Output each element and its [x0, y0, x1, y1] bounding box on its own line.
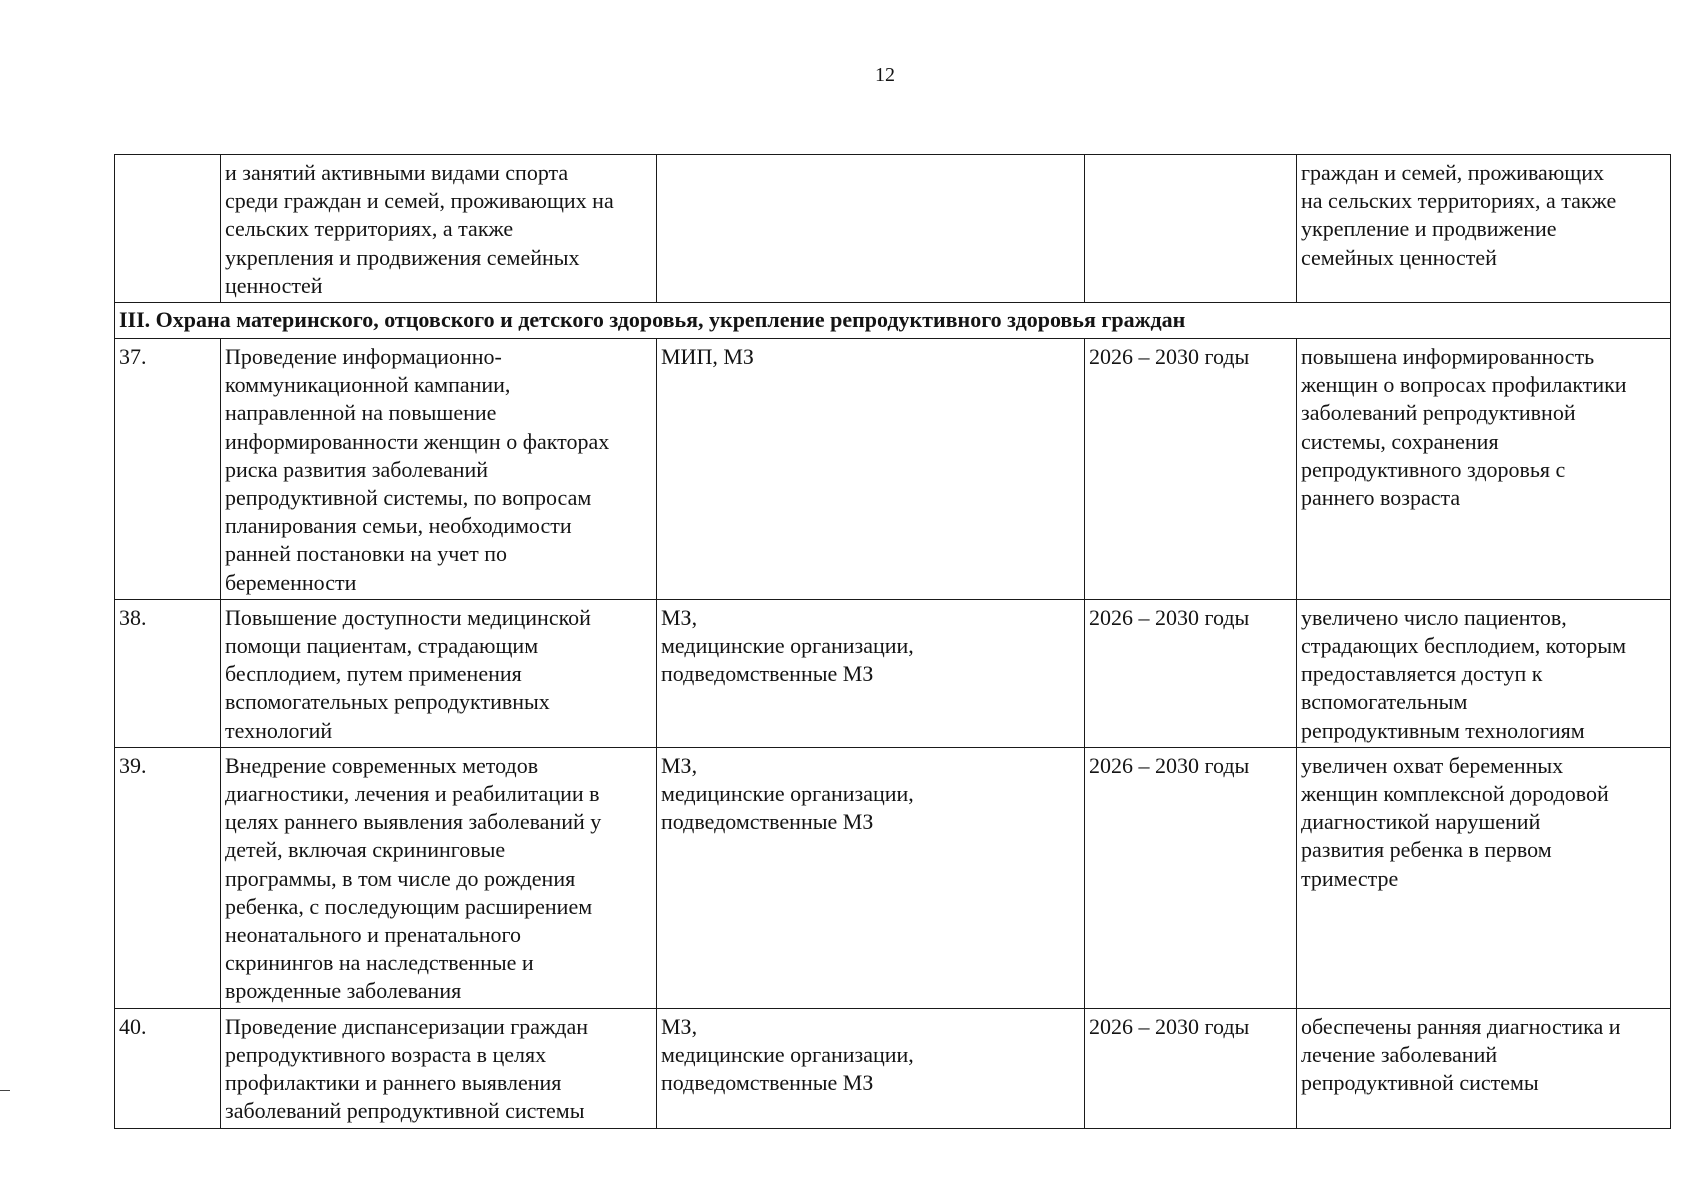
text-line: программы, в том числе до рождения	[225, 865, 576, 891]
text-line: вспомогательных репродуктивных	[225, 689, 550, 715]
text-line: ценностей	[225, 272, 323, 298]
text-line: подведомственные МЗ	[661, 809, 874, 835]
table-row	[115, 339, 1671, 600]
text-line: сельских территориях, а также	[225, 216, 514, 242]
text-line: скринингов на наследственные и	[225, 950, 534, 976]
text-line: развития ребенка в первом	[1301, 837, 1552, 863]
cell-executors	[657, 155, 1085, 303]
text-line: информированности женщин о факторах	[225, 428, 610, 454]
table-row	[115, 599, 1671, 747]
text-line: планирования семьи, необходимости	[225, 513, 572, 539]
table-row	[115, 747, 1671, 1008]
cell-result	[1297, 155, 1671, 303]
margin-tick-mark	[0, 1090, 10, 1091]
text-line: и занятий активными видами спорта	[225, 160, 569, 185]
text-line: лечение заболеваний	[1301, 1041, 1498, 1067]
cell-result	[1297, 599, 1671, 747]
text-line: Внедрение современных методов	[225, 752, 539, 778]
text-line: раннего возраста	[1301, 485, 1461, 511]
text-line: технологий	[225, 717, 333, 743]
text-line: МЗ,	[661, 1013, 698, 1039]
text-line: медицинские организации,	[661, 781, 914, 807]
text-line: женщин комплексной дородовой	[1301, 781, 1609, 807]
text-line: профилактики и раннего выявления	[225, 1070, 562, 1096]
cell-period	[1085, 339, 1297, 600]
cell-period	[1085, 599, 1297, 747]
table-row-continuation	[115, 155, 1671, 303]
text-line: Проведение диспансеризации граждан	[225, 1013, 588, 1039]
text-line: подведомственные МЗ	[661, 1070, 874, 1096]
text-line: репродуктивной системы	[1301, 1070, 1539, 1096]
text-line: триместре	[1301, 865, 1399, 891]
cell-measure	[221, 747, 657, 1008]
text-line: репродуктивного здоровья с	[1301, 456, 1566, 482]
text-line: женщин о вопросах профилактики	[1301, 372, 1627, 398]
text-line: увеличен охват беременных	[1301, 752, 1564, 778]
text-line: риска развития заболеваний	[225, 456, 489, 482]
cell-result	[1297, 747, 1671, 1008]
section-row	[115, 303, 1671, 339]
cell-measure	[221, 599, 657, 747]
text-line: неонатального и пренатального	[225, 922, 521, 948]
cell-number: 40.	[115, 1008, 221, 1128]
text-line: медицинские организации,	[661, 633, 914, 659]
cell-executors	[657, 339, 1085, 600]
text-line: МИП, МЗ	[661, 344, 754, 370]
text-line: 2026 – 2030 годы	[1089, 604, 1250, 630]
measures-table	[114, 154, 1671, 1129]
page-number: 12	[875, 64, 895, 86]
text-line: заболеваний репродуктивной системы	[225, 1098, 585, 1124]
text-line: Проведение информационно-	[225, 344, 502, 370]
cell-number: 39.	[115, 747, 221, 1008]
cell-period	[1085, 747, 1297, 1008]
cell-executors	[657, 599, 1085, 747]
text-line: 2026 – 2030 годы	[1089, 344, 1250, 370]
text-line: целях раннего выявления заболеваний у	[225, 809, 602, 835]
text-line: семейных ценностей	[1301, 244, 1497, 270]
cell-measure	[221, 1008, 657, 1128]
cell-executors	[657, 1008, 1085, 1128]
text-line: детей, включая скрининговые	[225, 837, 506, 863]
cell-number: 38.	[115, 599, 221, 747]
text-line: подведомственные МЗ	[661, 661, 874, 687]
text-line: ранней постановки на учет по	[225, 541, 507, 567]
text-line: бесплодием, путем применения	[225, 661, 522, 687]
text-line: увеличено число пациентов,	[1301, 604, 1567, 630]
cell-measure	[221, 155, 657, 303]
text-line: предоставляется доступ к	[1301, 661, 1543, 687]
cell-number: 37.	[115, 339, 221, 600]
cell-number	[115, 155, 221, 303]
section-title: III. Охрана материнского, отцовского и детского здоровья, укрепление репродуктивного здоровья граждан	[115, 303, 1671, 339]
text-line: повышена информированность	[1301, 344, 1595, 370]
cell-measure	[221, 339, 657, 600]
text-line: репродуктивным технологиям	[1301, 717, 1585, 743]
text-line: 2026 – 2030 годы	[1089, 752, 1250, 778]
text-line: укрепление и продвижение	[1301, 216, 1557, 242]
text-line: заболеваний репродуктивной	[1301, 400, 1576, 426]
text-line: среди граждан и семей, проживающих на	[225, 188, 614, 214]
text-line: помощи пациентам, страдающим	[225, 633, 539, 659]
text-line: на сельских территориях, а также	[1301, 188, 1617, 214]
text-line: укрепления и продвижения семейных	[225, 244, 580, 270]
text-line: вспомогательным	[1301, 689, 1468, 715]
text-line: Повышение доступности медицинской	[225, 604, 591, 630]
text-line: обеспечены ранняя диагностика и	[1301, 1013, 1621, 1039]
text-line: коммуникационной кампании,	[225, 372, 511, 398]
text-line: медицинские организации,	[661, 1041, 914, 1067]
text-line: врожденные заболевания	[225, 978, 462, 1004]
cell-result	[1297, 339, 1671, 600]
text-line: направленной на повышение	[225, 400, 497, 426]
cell-period	[1085, 155, 1297, 303]
text-line: беременности	[225, 569, 357, 595]
text-line: МЗ,	[661, 604, 698, 630]
text-line: системы, сохранения	[1301, 428, 1499, 454]
cell-executors	[657, 747, 1085, 1008]
text-line: МЗ,	[661, 752, 698, 778]
text-line: ребенка, с последующим расширением	[225, 893, 593, 919]
text-line: диагностики, лечения и реабилитации в	[225, 781, 600, 807]
cell-period	[1085, 1008, 1297, 1128]
text-line: диагностикой нарушений	[1301, 809, 1541, 835]
text-line: репродуктивной системы, по вопросам	[225, 485, 592, 511]
table-row	[115, 1008, 1671, 1128]
text-line: 2026 – 2030 годы	[1089, 1013, 1250, 1039]
text-line: страдающих бесплодием, которым	[1301, 633, 1627, 659]
text-line: граждан и семей, проживающих	[1301, 160, 1604, 185]
text-line: репродуктивного возраста в целях	[225, 1041, 547, 1067]
cell-result	[1297, 1008, 1671, 1128]
